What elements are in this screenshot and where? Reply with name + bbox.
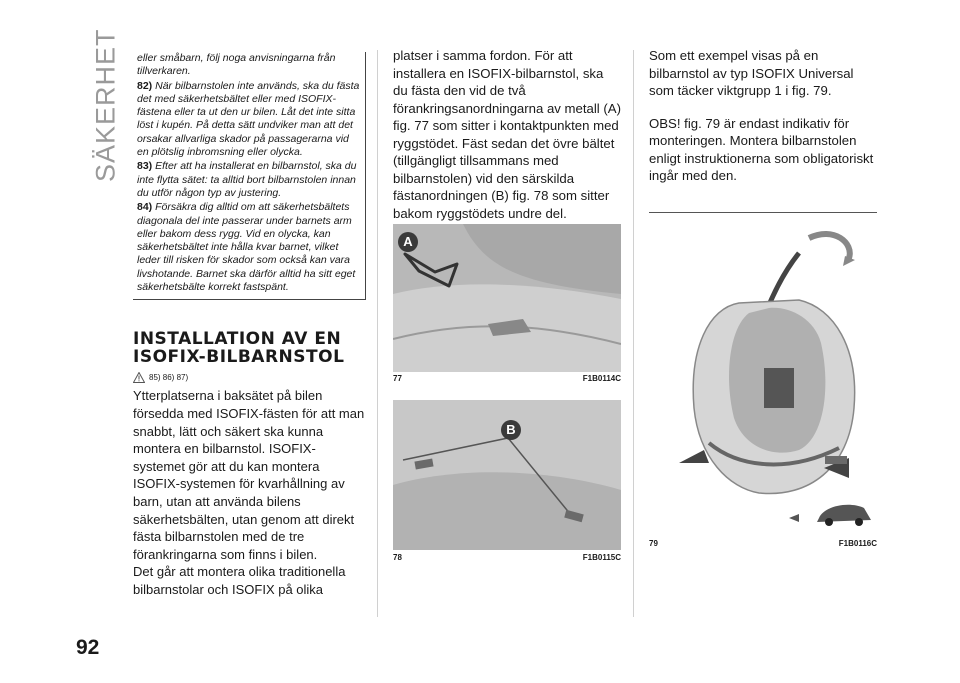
body-paragraph: Det går att montera olika traditionella bilbarnstolar och ISOFIX på olika xyxy=(133,564,346,597)
left-column xyxy=(133,52,366,598)
figure-78 xyxy=(393,400,621,568)
body-paragraph: Som ett exempel visas på en bilbarnstol av typ ISOFIX Universal som täcker viktgrupp 1 i fig. 79. xyxy=(649,48,854,98)
warning-triangle-icon xyxy=(133,372,145,383)
body-paragraph: platser i samma fordon. För att installera en ISOFIX-bilbarnstol, ska du fästa den vid de två förankringsanordningarna av metall (A) fig. 77 som sitter i kontaktpunkten med ryggstödet. Fäst sedan det övre bältet (tillgängligt tillsammans med bilbarnstolen) vid den särskilda fästanordningen (B) fig. 78 som sitter bakom ryggstödets undre del. xyxy=(393,48,621,221)
note-84-number: 84) xyxy=(137,201,153,214)
body-paragraph: OBS! fig. 79 är endast indikativ för monteringen. Montera bilbarnstolen enligt instruktionerna som obligatoriskt ingår med den. xyxy=(649,115,874,183)
body-paragraph: Ytterplatserna i baksätet på bilen försedda med ISOFIX-fästen för att man snabbt, lätt och säkert ska kunna montera en bilbarnstol. ISOFIX-systemet gör att du kan montera ISOFIX-systemen för kvarhållning av barn, utan att använda bilens säkerhetsbälten, utan genom att direkt fästa bilbarnstolen med de tre förankringarna som finns i bilen. xyxy=(133,388,365,562)
middle-column xyxy=(393,47,621,222)
warning-refs-text: 85) 86) 87) xyxy=(149,373,189,383)
note-84-text: Försäkra dig alltid om att säkerhetsbältets diagonala del inte passerar under barnets arm eller bakom dess rygg. Vid en olycka, kan säkerhetsbältet inte hålla kvar barnet, vilket leder till risken för skador som också kan vara livshotande. Barnet ska därför alltid ha sitt eget säkerhetsbälte korrekt fastspänt. xyxy=(137,201,356,294)
note-83-text: Efter att ha installerat en bilbarnstol, ska du inte flytta sätet: ta alltid bort bilbarnstolen innan du utför någon typ av justering. xyxy=(137,160,357,199)
figure-number: 77 xyxy=(393,374,402,383)
note-82-text: När bilbarnstolen inte används, ska du fästa det med säkerhetsbältet eller med ISOFIX-fästena eller ta ut den ur bilen. Låt det inte sitta löst i kupén. På detta sätt undviker man att det orsakar allvarliga skador på passagerarna vid en plötslig inbromsning eller olycka. xyxy=(137,79,360,159)
figure-code: F1B0116C xyxy=(838,539,877,548)
right-column xyxy=(649,47,877,185)
column-divider xyxy=(377,50,378,617)
section-heading: INSTALLATION AV EN ISOFIX-BILBARNSTOL xyxy=(133,329,345,368)
note-intro: eller småbarn, följ noga anvisningarna från tillverkaren. xyxy=(137,52,336,78)
child-seat-illustration xyxy=(649,218,877,533)
figure-code: F1B0115C xyxy=(582,553,621,562)
figure-77 xyxy=(393,224,621,389)
note-84 xyxy=(137,201,361,294)
notes-box xyxy=(133,52,366,300)
figure-number: 78 xyxy=(393,553,402,562)
warning-references xyxy=(133,372,366,383)
note-82 xyxy=(137,80,361,160)
figure-number: 79 xyxy=(649,539,658,548)
section-title: SÄKERHET xyxy=(90,28,121,182)
top-tether-anchor-illustration xyxy=(393,400,621,550)
figure-79 xyxy=(649,212,877,552)
note-83 xyxy=(137,160,361,200)
callout-label: B xyxy=(506,422,516,437)
figure-code: F1B0114C xyxy=(582,374,621,383)
column-divider xyxy=(633,50,634,617)
isofix-anchor-illustration xyxy=(393,224,621,372)
callout-label: A xyxy=(403,234,413,249)
page-number: 92 xyxy=(76,636,100,659)
note-82-number: 82) xyxy=(137,79,153,92)
note-83-number: 83) xyxy=(137,160,153,173)
